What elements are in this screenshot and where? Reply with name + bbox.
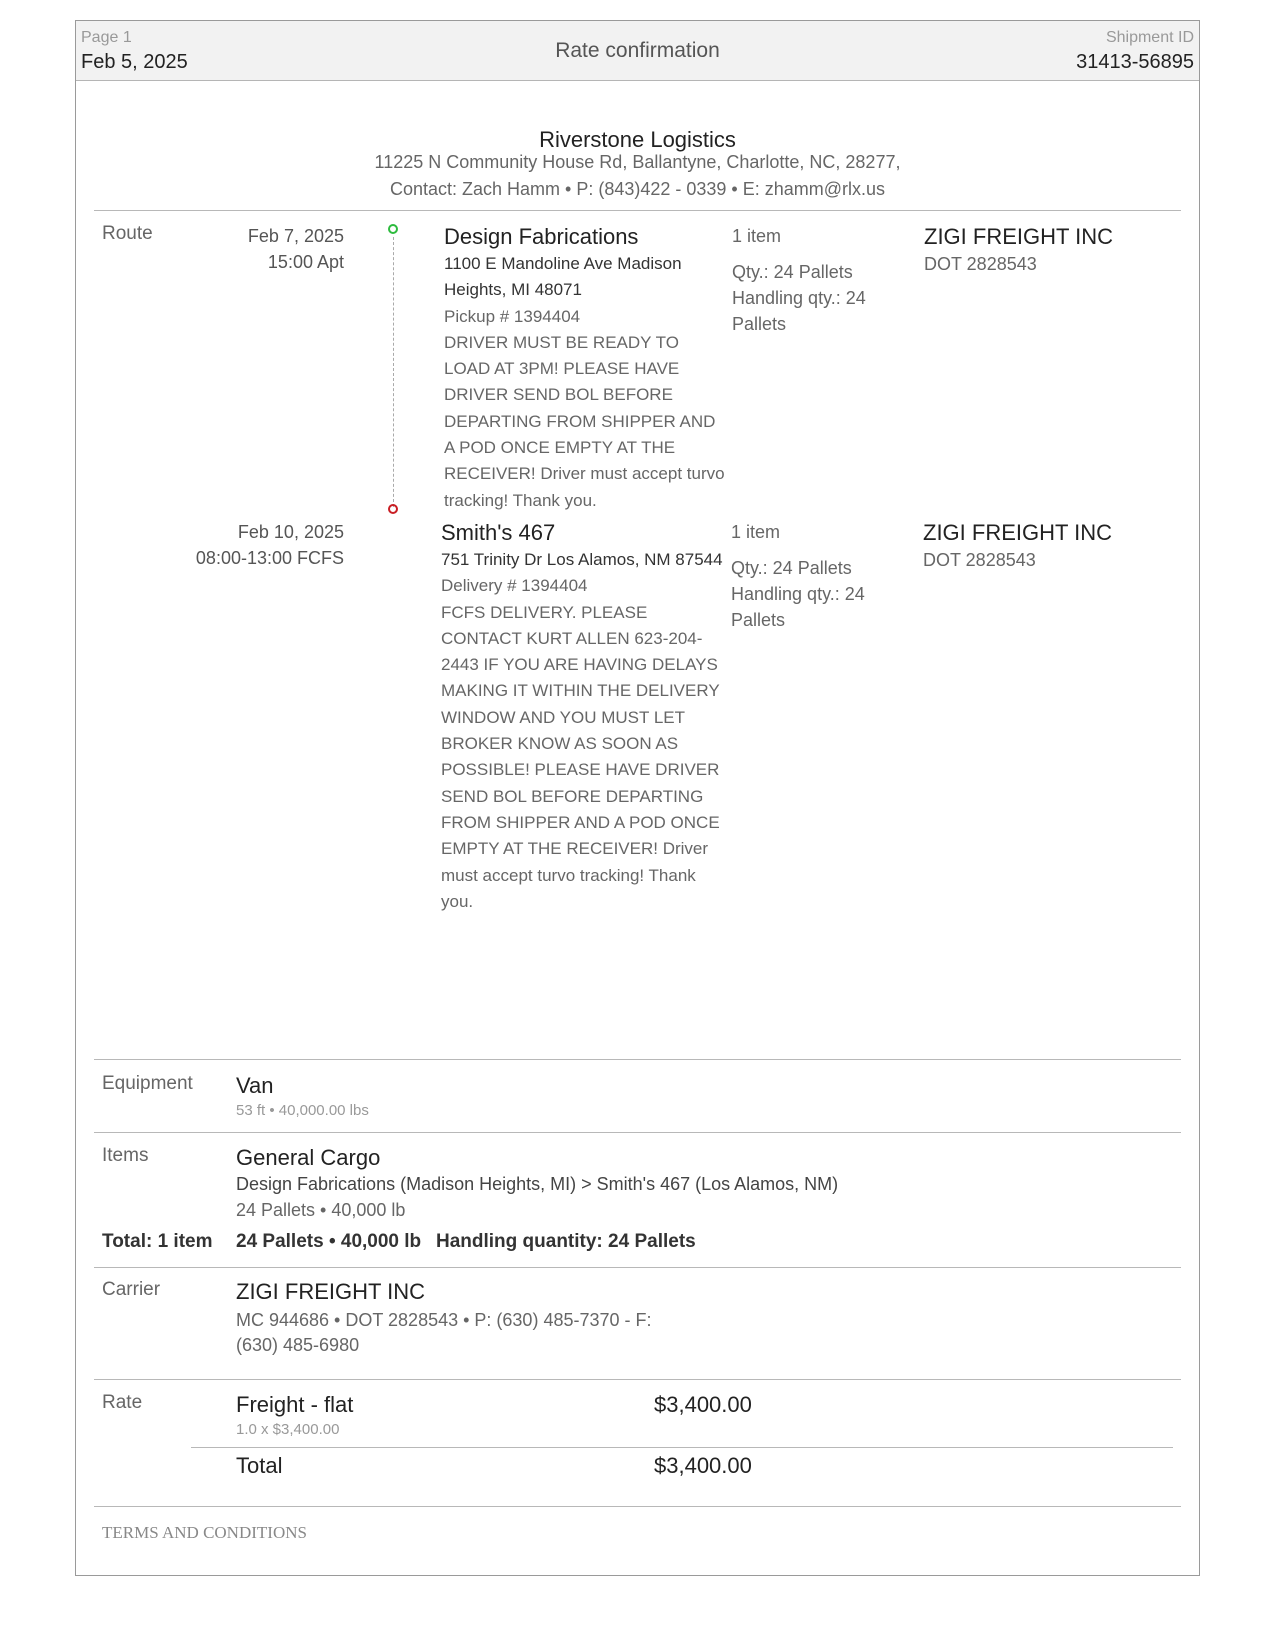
divider <box>94 1132 1181 1133</box>
route-timeline-line <box>393 237 394 507</box>
shipment-id-label: Shipment ID <box>1105 29 1194 46</box>
carrier-label: Carrier <box>102 1279 161 1300</box>
rate-line-amount: $3,400.00 <box>654 1392 752 1417</box>
delivery-address: 751 Trinity Dr Los Alamos, NM 87544 <box>441 550 723 569</box>
rate-confirmation-document <box>75 20 1200 1576</box>
delivery-reference: Delivery # 1394404 <box>441 576 588 596</box>
items-label: Items <box>102 1145 149 1166</box>
pickup-notes: DRIVER MUST BE READY TO LOAD AT 3PM! PLEASE HAVE DRIVER SEND BOL BEFORE DEPARTING FROM SHIPPER AND A POD ONCE EMPTY AT THE RECEIVER! Driver must accept turvo tracking! Thank you. <box>444 332 725 510</box>
delivery-location-name: Smith's 467 <box>441 520 556 545</box>
carrier-name: ZIGI FREIGHT INC <box>236 1279 426 1304</box>
divider <box>94 1267 1181 1268</box>
items-total-qty: 24 Pallets • 40,000 lb <box>236 1231 422 1252</box>
delivery-stop-details <box>441 519 726 915</box>
delivery-carrier-name: ZIGI FREIGHT INC <box>923 520 1113 545</box>
route-label: Route <box>102 223 153 244</box>
items-total-handling: Handling quantity: 24 Pallets <box>436 1231 696 1252</box>
pickup-location-name: Design Fabrications <box>444 224 639 249</box>
document-header <box>76 21 1199 81</box>
pickup-stop-details <box>444 223 729 514</box>
delivery-carrier <box>923 519 1123 573</box>
delivery-items <box>731 519 891 633</box>
pickup-date: Feb 7, 2025 <box>247 226 344 246</box>
rate-divider <box>191 1447 1173 1448</box>
pickup-carrier-name: ZIGI FREIGHT INC <box>924 224 1114 249</box>
pickup-items <box>732 223 892 337</box>
pickup-address: 1100 E Mandoline Ave Madison Heights, MI 48071 <box>444 254 682 300</box>
pickup-marker-icon <box>388 224 398 234</box>
item-detail: 24 Pallets • 40,000 lb <box>236 1200 406 1220</box>
delivery-time: 08:00-13:00 FCFS <box>195 548 344 568</box>
page-number: Page 1 <box>81 29 132 46</box>
pickup-reference: Pickup # 1394404 <box>444 306 581 326</box>
rate-label: Rate <box>102 1392 143 1413</box>
shipment-id: 31413-56895 <box>1076 51 1194 73</box>
pickup-carrier <box>924 223 1124 277</box>
company-contact: Contact: Zach Hamm • P: (843)422 - 0339 • E: zhamm@rlx.us <box>389 179 886 199</box>
divider <box>94 1379 1181 1380</box>
divider <box>94 1059 1181 1060</box>
rate-line-calc: 1.0 x $3,400.00 <box>236 1421 340 1438</box>
company-name: Riverstone Logistics <box>539 127 736 152</box>
company-address: 11225 N Community House Rd, Ballantyne, Charlotte, NC, 28277, <box>374 152 901 172</box>
delivery-handling-qty: Handling qty.: 24 Pallets <box>731 584 865 630</box>
document-title: Rate confirmation <box>555 39 720 62</box>
delivery-qty: Qty.: 24 Pallets <box>731 558 852 578</box>
terms-and-conditions-heading: TERMS AND CONDITIONS <box>102 1523 307 1542</box>
equipment-details: 53 ft • 40,000.00 lbs <box>236 1102 369 1119</box>
divider <box>94 210 1181 211</box>
item-route: Design Fabrications (Madison Heights, MI) > Smith's 467 (Los Alamos, NM) <box>236 1174 839 1194</box>
pickup-time: 15:00 Apt <box>267 252 344 272</box>
items-total-label: Total: 1 item <box>102 1231 213 1252</box>
delivery-notes: FCFS DELIVERY. PLEASE CONTACT KURT ALLEN 623-204-2443 IF YOU ARE HAVING DELAYS MAKING IT WITHIN THE DELIVERY WINDOW AND YOU MUST LET BROKER KNOW AS SOON AS POSSIBLE! PLEASE HAVE DRIVER SEND BOL BEFORE DEPARTING FROM SHIPPER AND A POD ONCE EMPTY AT THE RECEIVER! Driver must accept turvo tracking! Thank you. <box>441 602 720 911</box>
pickup-qty: Qty.: 24 Pallets <box>732 262 853 282</box>
equipment-type: Van <box>236 1073 274 1098</box>
pickup-datetime <box>144 223 344 275</box>
delivery-carrier-dot: DOT 2828543 <box>923 550 1036 570</box>
pickup-item-count: 1 item <box>732 226 782 246</box>
delivery-marker-icon <box>388 504 398 514</box>
carrier-details: MC 944686 • DOT 2828543 • P: (630) 485-7370 - F: (630) 485-6980 <box>236 1310 652 1355</box>
equipment-label: Equipment <box>102 1073 193 1094</box>
pickup-carrier-dot: DOT 2828543 <box>924 254 1037 274</box>
document-date: Feb 5, 2025 <box>81 51 188 73</box>
item-name: General Cargo <box>236 1145 381 1170</box>
rate-total-amount: $3,400.00 <box>654 1453 752 1478</box>
delivery-datetime <box>144 519 344 571</box>
pickup-handling-qty: Handling qty.: 24 Pallets <box>732 288 866 334</box>
rate-total-label: Total <box>236 1453 283 1478</box>
divider <box>94 1506 1181 1507</box>
rate-line-name: Freight - flat <box>236 1392 354 1417</box>
delivery-item-count: 1 item <box>731 522 781 542</box>
delivery-date: Feb 10, 2025 <box>237 522 344 542</box>
